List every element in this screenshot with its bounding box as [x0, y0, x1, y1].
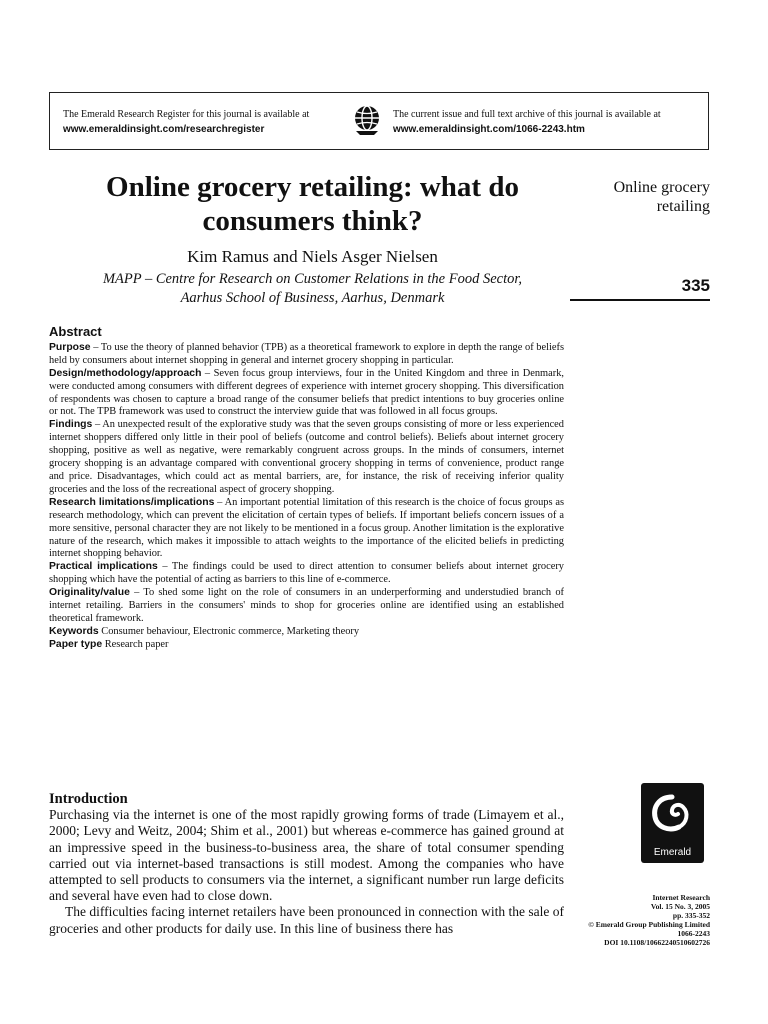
- introduction-paragraph-2: The difficulties facing internet retailers have been pronounced in connection with the sale of groceries and other products for daily use. In this line of business there has: [49, 904, 564, 936]
- journal-pages: pp. 335-352: [672, 911, 710, 920]
- limitations-text: – An important potential limitation of this research is the choice of focus groups as research methodology, which can prevent the elicitation of certain types of beliefs. If important beliefs concern issues of a more sensitive, personal character they are not likely to be mentioned in a focus group. Another limitation is the explorative nature of the research, which makes it impossible to attach weights to the importance of the elicited beliefs in predicting internet shopping behavior.: [49, 496, 564, 560]
- abstract-purpose: [49, 342, 564, 368]
- practical-label: Practical implications: [49, 561, 158, 573]
- journal-issn: 1066-2243: [677, 929, 710, 938]
- practical-text: – The findings could be used to direct attention to consumer beliefs about internet grocery shopping which have the potential of acting as barriers to this line of e-commerce.: [49, 561, 564, 586]
- findings-label: Findings: [49, 419, 93, 431]
- abstract-heading: Abstract: [49, 324, 102, 339]
- journal-info: [560, 893, 710, 947]
- header-box: [49, 92, 709, 150]
- design-label: Design/methodology/approach: [49, 367, 202, 379]
- journal-name: Internet Research: [652, 893, 710, 902]
- header-right-url[interactable]: www.emeraldinsight.com/1066-2243.htm: [393, 124, 585, 135]
- design-text: – Seven focus group interviews, four in the United Kingdom and three in Denmark, were conducted among consumers with different degrees of experience with internet grocery shopping. This diversification of respondents was chosen to capture a broad range of the consumer beliefs that predict intentions to buy groceries online or not. The TPB framework was used to construct the interview guide that was followed in all focus groups.: [49, 367, 564, 418]
- abstract-design: [49, 368, 564, 420]
- keywords-text: Consumer behaviour, Electronic commerce, Marketing theory: [98, 625, 360, 637]
- abstract-papertype: [49, 639, 564, 652]
- journal-volume: Vol. 15 No. 3, 2005: [650, 902, 710, 911]
- papertype-label: Paper type: [49, 638, 103, 650]
- authors: Kim Ramus and Niels Asger Nielsen: [187, 247, 438, 266]
- header-left-text: The Emerald Research Register for this journal is available at: [63, 109, 310, 120]
- journal-doi: DOI 10.1108/10662240510602726: [604, 938, 710, 947]
- affiliation: [55, 270, 570, 308]
- originality-text: – To shed some light on the role of consumers in an underperforming and understudied branch of internet retailing. Barriers in the consumers' minds to shop for groceries online are identified using an established theoretical framework.: [49, 587, 564, 624]
- purpose-text: – To use the theory of planned behavior (TPB) as a theoretical framework to explore in depth the range of beliefs held by consumers about internet shopping in general and internet grocery shopping in particular.: [49, 341, 564, 366]
- purpose-label: Purpose: [49, 341, 91, 353]
- introduction: [49, 791, 564, 937]
- limitations-label: Research limitations/implications: [49, 496, 215, 508]
- side-rule: [570, 299, 710, 301]
- introduction-paragraph-1: Purchasing via the internet is one of the most rapidly growing forms of trade (Limayem et al., 2000; Levy and Weitz, 2004; Shim et al., 2001) but whereas e-commerce has gained ground at an impressive speed in the business-to-business area, the share of total consumer spending carried out via internet-based transactions is still modest. Among the companies who have attempted to sell products to consumers via the internet, a significant number run large deficits and several have even had to close down.: [49, 807, 564, 904]
- keywords-label: Keywords: [49, 625, 99, 637]
- abstract: [49, 326, 564, 652]
- findings-text: – An unexpected result of the explorative study was that the seven groups consisting of more or less experienced internet shoppers differed only little in their pool of beliefs (outcome and control beliefs). Beliefs about internet grocery shopping, positive as well as negative, were remarkably congruent across groups. In the minds of consumers, internet grocery shopping is an advantage compared with conventional grocery shopping in terms of convenience, product range and price. Disadvantages, which could act as mental barriers, are, for instance, the risk of receiving inferior quality groceries and the loss of the recreational aspect of grocery shopping.: [49, 419, 564, 495]
- abstract-practical: [49, 561, 564, 587]
- page-number: 335: [681, 276, 710, 295]
- papertype-text: Research paper: [102, 638, 169, 650]
- article-title: Online grocery retailing: what do consumers think?: [106, 171, 519, 237]
- emerald-swirl-icon: [641, 785, 704, 845]
- originality-label: Originality/value: [49, 587, 130, 599]
- header-right: [393, 107, 708, 137]
- journal-publisher: © Emerald Group Publishing Limited: [588, 920, 710, 929]
- header-left: [63, 107, 353, 137]
- emerald-logo: [641, 783, 704, 863]
- affiliation-line-2: Aarhus School of Business, Aarhus, Denmark: [180, 290, 445, 306]
- header-left-url[interactable]: www.emeraldinsight.com/researchregister: [63, 124, 265, 135]
- affiliation-line-1: MAPP – Centre for Research on Customer Relations in the Food Sector,: [102, 271, 523, 287]
- header-right-text: The current issue and full text archive of this journal is available at: [393, 109, 661, 120]
- running-title-line-2: retailing: [656, 198, 710, 215]
- introduction-heading: Introduction: [49, 791, 128, 807]
- running-title: [575, 178, 710, 216]
- globe-icon: [352, 103, 382, 137]
- abstract-limitations: [49, 497, 564, 562]
- emerald-logo-text: Emerald: [653, 847, 692, 858]
- abstract-findings: [49, 419, 564, 496]
- abstract-keywords: [49, 626, 564, 639]
- abstract-originality: [49, 587, 564, 626]
- running-title-line-1: Online grocery: [613, 179, 710, 196]
